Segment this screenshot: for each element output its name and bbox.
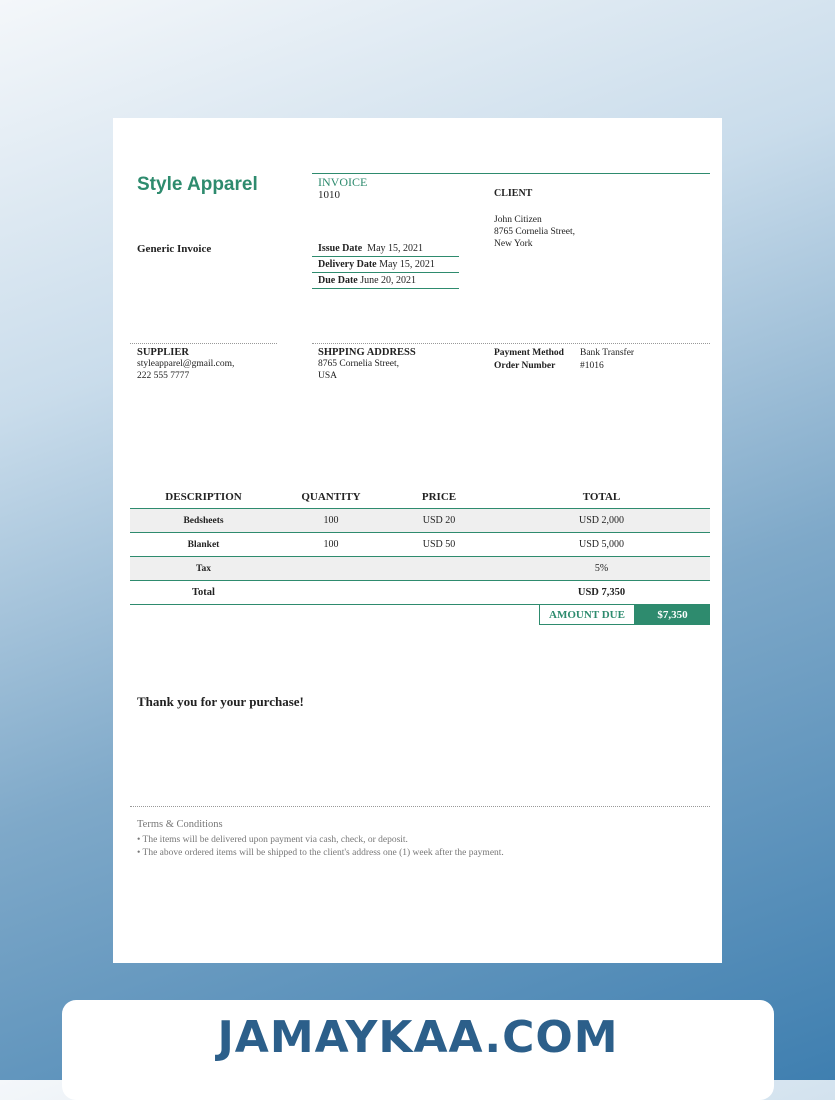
payment-section	[494, 348, 634, 371]
shipping-divider	[312, 343, 710, 344]
item-quantity: 100	[277, 533, 385, 557]
footer-banner	[62, 1000, 774, 1100]
item-total: USD 2,000	[493, 509, 710, 533]
shipping-street: 8765 Cornelia Street,	[318, 359, 399, 369]
due-date-row	[312, 273, 459, 289]
order-number-label: Order Number	[494, 361, 556, 371]
issue-date-row	[312, 241, 459, 257]
supplier-email: styleapparel@gmail.com,	[137, 359, 235, 369]
header-quantity: QUANTITY	[301, 491, 361, 503]
supplier-phone: 222 555 7777	[137, 371, 190, 381]
item-total: USD 5,000	[493, 533, 710, 557]
client-address	[494, 214, 575, 250]
tax-value: 5%	[493, 557, 710, 581]
invoice-header-rule	[312, 173, 710, 174]
supplier-section	[137, 347, 234, 382]
order-number-row	[494, 361, 634, 371]
due-date-value: June 20, 2021	[360, 275, 417, 286]
client-street: 8765 Cornelia Street,	[494, 227, 575, 237]
brand-name: Style Apparel	[137, 174, 258, 195]
terms-title: Terms & Conditions	[137, 819, 223, 830]
order-number-value: #1016	[580, 361, 604, 371]
issue-date-value: May 15, 2021	[367, 243, 424, 254]
delivery-date-row	[312, 257, 459, 273]
amount-due-label: AMOUNT DUE	[539, 604, 635, 625]
header-price: PRICE	[421, 491, 457, 503]
due-date-label: Due Date	[318, 275, 358, 286]
table-row	[130, 533, 710, 557]
footer-watermark: JAMAYKAA.COM	[217, 1012, 619, 1063]
item-description: Blanket	[130, 533, 277, 557]
supplier-divider	[130, 343, 277, 344]
terms-line: • The items will be delivered upon payment via cash, check, or deposit.	[137, 835, 408, 845]
terms-list	[137, 835, 504, 858]
table-header-row	[130, 486, 710, 509]
header-description: DESCRIPTION	[165, 491, 242, 503]
payment-method-row	[494, 348, 634, 358]
shipping-section	[318, 347, 416, 382]
total-value: USD 7,350	[493, 581, 710, 605]
header-total: TOTAL	[582, 491, 621, 503]
client-title: CLIENT	[494, 188, 533, 199]
issue-date-label: Issue Date	[318, 243, 363, 254]
client-name: John Citizen	[494, 215, 542, 225]
invoice-number: 1010	[318, 189, 340, 201]
delivery-date-value: May 15, 2021	[379, 259, 435, 270]
amount-due-value: $7,350	[635, 604, 710, 625]
items-table	[130, 486, 710, 605]
invoice-dates	[312, 241, 459, 289]
shipping-title: SHPPING ADDRESS	[318, 347, 416, 358]
shipping-country: USA	[318, 371, 338, 381]
terms-divider	[130, 806, 710, 807]
item-description: Bedsheets	[130, 509, 277, 533]
payment-method-label: Payment Method	[494, 348, 564, 358]
invoice-page	[113, 118, 722, 963]
client-city: New York	[494, 239, 533, 249]
total-row	[130, 581, 710, 605]
thank-you-message: Thank you for your purchase!	[137, 694, 304, 709]
amount-due-box	[539, 604, 710, 625]
tax-row	[130, 557, 710, 581]
tax-label: Tax	[130, 557, 277, 581]
invoice-subtitle: Generic Invoice	[137, 243, 212, 255]
invoice-label: INVOICE	[318, 175, 368, 189]
payment-method-value: Bank Transfer	[580, 348, 635, 358]
item-price: USD 50	[385, 533, 493, 557]
total-label: Total	[130, 581, 277, 605]
item-quantity: 100	[277, 509, 385, 533]
delivery-date-label: Delivery Date	[318, 259, 377, 270]
item-price: USD 20	[385, 509, 493, 533]
terms-line: • The above ordered items will be shipped to the client's address one (1) week after the payment.	[137, 848, 504, 858]
table-row	[130, 509, 710, 533]
supplier-title: SUPPLIER	[137, 347, 189, 358]
